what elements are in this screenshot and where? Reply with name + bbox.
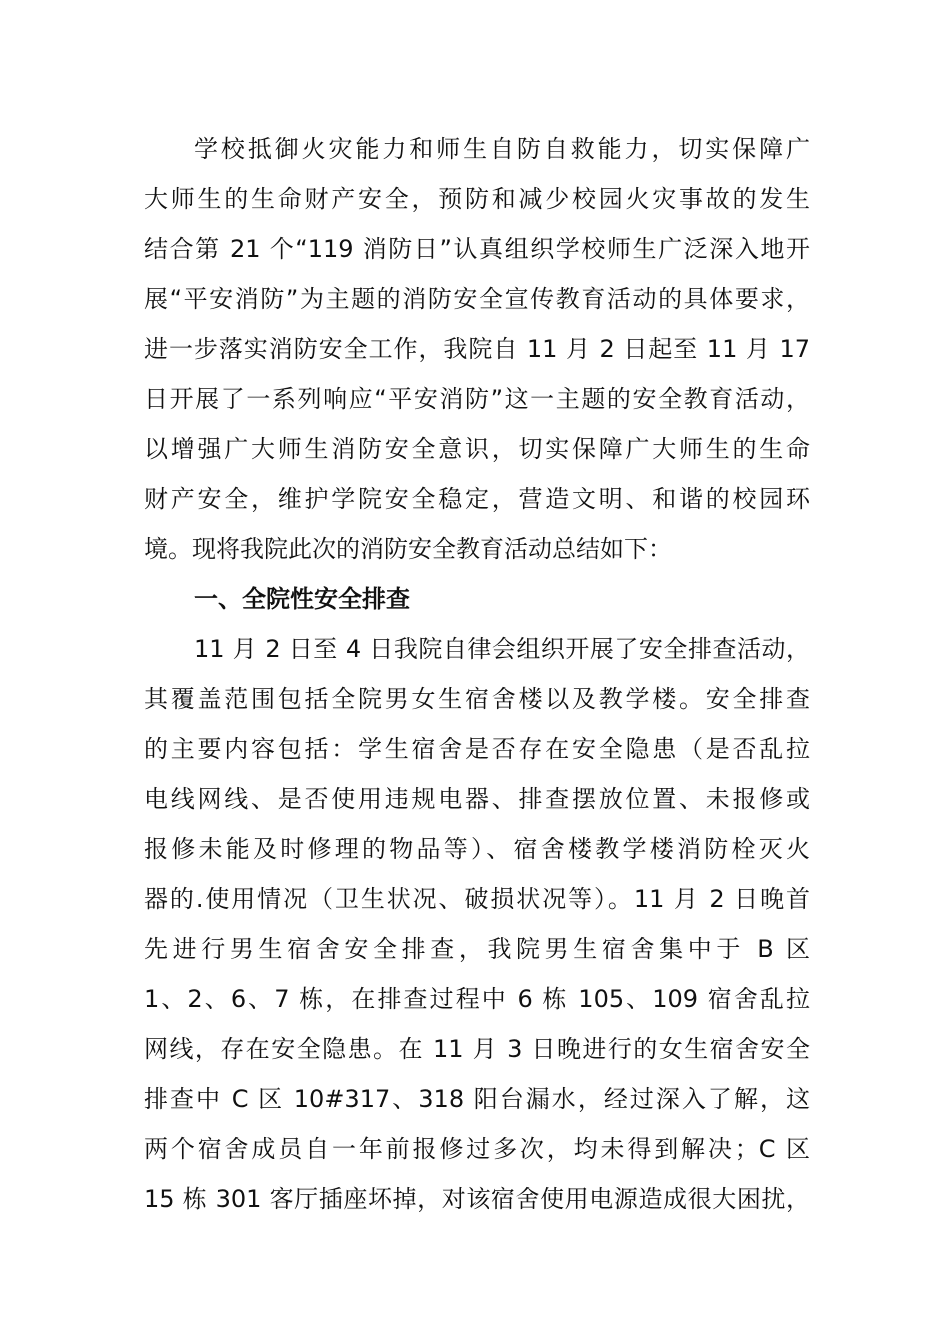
paragraph-line: 日开展了一系列响应“平安消防”这一主题的安全教育活动， [144,385,810,413]
paragraph-line: 11 月 2 日至 4 日我院自律会组织开展了安全排查活动， [194,635,810,663]
paragraph-line: 大师生的生命财产安全，预防和减少校园火灾事故的发生 [144,185,810,213]
paragraph-line: 器的.使用情况（卫生状况、破损状况等）。11 月 2 日晚首 [144,885,810,913]
paragraph-line: 先进行男生宿舍安全排查，我院男生宿舍集中于 B 区 [144,935,810,963]
paragraph-line: 两个宿舍成员自一年前报修过多次，均未得到解决；C 区 [144,1135,810,1163]
paragraph-line: 1、2、6、7 栋，在排查过程中 6 栋 105、109 宿舍乱拉 [144,985,810,1013]
paragraph-line: 展“平安消防”为主题的消防安全宣传教育活动的具体要求， [144,285,810,313]
paragraph-line: 排查中 C 区 10#317、318 阳台漏水，经过深入了解，这 [144,1085,810,1113]
paragraph-line: 的主要内容包括：学生宿舍是否存在安全隐患（是否乱拉 [144,735,810,763]
paragraph-line: 以增强广大师生消防安全意识，切实保障广大师生的生命 [144,435,810,463]
paragraph-line: 结合第 21 个“119 消防日”认真组织学校师生广泛深入地开 [144,235,810,263]
paragraph-line: 网线，存在安全隐患。在 11 月 3 日晚进行的女生宿舍安全 [144,1035,810,1063]
paragraph-line: 其覆盖范围包括全院男女生宿舍楼以及教学楼。安全排查 [144,685,810,713]
paragraph-line: 15 栋 301 客厅插座坏掉，对该宿舍使用电源造成很大困扰， [144,1185,810,1213]
paragraph-line: 财产安全，维护学院安全稳定，营造文明、和谐的校园环 [144,485,810,513]
paragraph-line: 进一步落实消防安全工作，我院自 11 月 2 日起至 11 月 17 [144,335,810,363]
paragraph-line: 学校抵御火灾能力和师生自防自救能力，切实保障广 [194,135,810,163]
paragraph-line: 报修未能及时修理的物品等）、宿舍楼教学楼消防栓灭火 [144,835,810,863]
section-heading: 一、全院性安全排查 [194,585,410,613]
paragraph-line: 电线网线、是否使用违规电器、排查摆放位置、未报修或 [144,785,810,813]
document-body [144,124,810,1224]
paragraph-line: 境。现将我院此次的消防安全教育活动总结如下： [144,535,672,563]
